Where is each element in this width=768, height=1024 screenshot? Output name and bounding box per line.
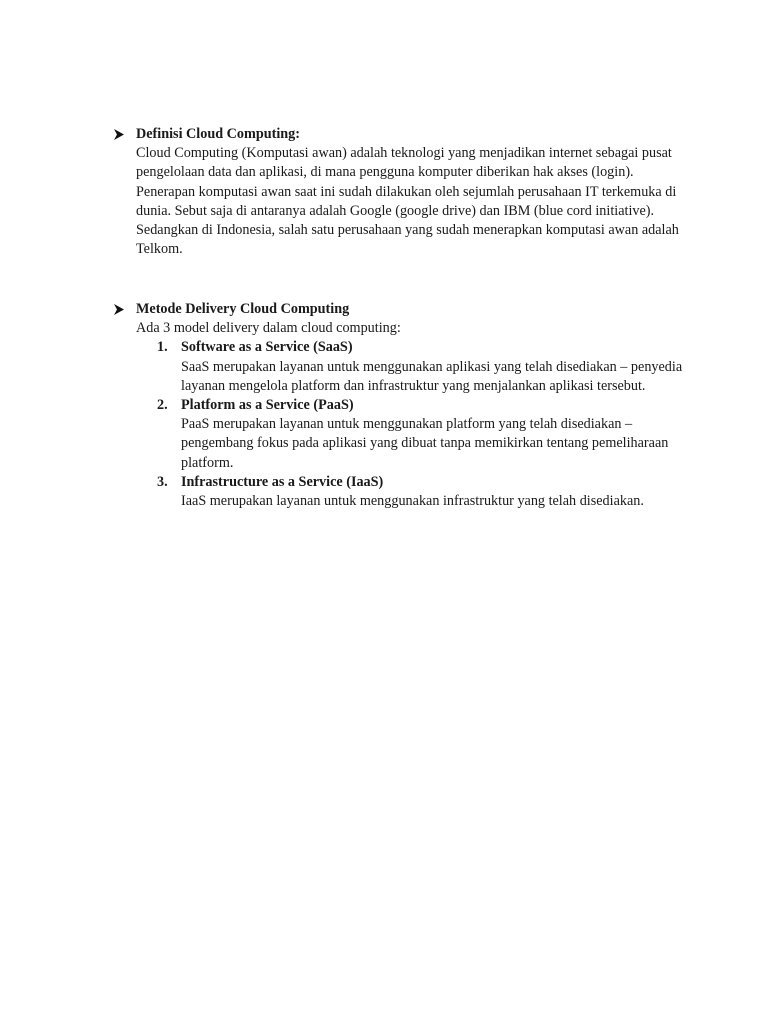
list-item-number: 3.	[157, 473, 168, 490]
list-item-description: SaaS merupakan layanan untuk menggunakan aplikasi yang telah disediakan – penyedia layanan mengelola platform dan infrastruktur yang menjalankan aplikasi tersebut.	[181, 358, 683, 394]
list-item-title: Software as a Service (SaaS)	[181, 339, 353, 356]
list-item-description: PaaS merupakan layanan untuk menggunakan platform yang telah disediakan – pengembang fokus pada aplikasi yang dibuat tanpa memikirkan tentang pemeliharaan platform.	[181, 416, 669, 471]
arrowhead-bullet-icon	[112, 300, 126, 319]
list-item	[136, 338, 692, 396]
list-item-description: IaaS merupakan layanan untuk menggunakan infrastruktur yang telah disediakan.	[181, 493, 644, 510]
list-item-number: 1.	[157, 339, 168, 356]
section-heading: Metode Delivery Cloud Computing	[136, 301, 350, 317]
list-item-number: 2.	[157, 397, 168, 414]
numbered-list	[112, 338, 692, 511]
section-definisi	[112, 125, 692, 259]
list-item	[136, 473, 692, 511]
list-item	[136, 396, 692, 473]
section-heading-row	[112, 300, 692, 319]
section-metode-delivery	[112, 300, 692, 511]
section-heading: Definisi Cloud Computing:	[136, 126, 300, 142]
section-paragraph: Cloud Computing (Komputasi awan) adalah teknologi yang menjadikan internet sebagai pusat pengelolaan data dan aplikasi, di mana pengguna komputer diberikan hak akses (login). Penerapan komputasi awan saat ini sudah dilakukan oleh sejumlah perusahaan IT terkemuka di dunia. Sebut saja di antaranya adalah Google (google drive) dan IBM (blue cord initiative). Sedangkan di Indonesia, salah satu perusahaan yang sudah menerapkan komputasi awan adalah Telkom.	[136, 145, 679, 258]
section-intro: Ada 3 model delivery dalam cloud computing:	[136, 320, 401, 337]
arrowhead-bullet-icon	[112, 125, 126, 144]
section-heading-row	[112, 125, 692, 144]
list-item-title: Infrastructure as a Service (IaaS)	[181, 473, 384, 490]
list-item-title: Platform as a Service (PaaS)	[181, 397, 354, 414]
